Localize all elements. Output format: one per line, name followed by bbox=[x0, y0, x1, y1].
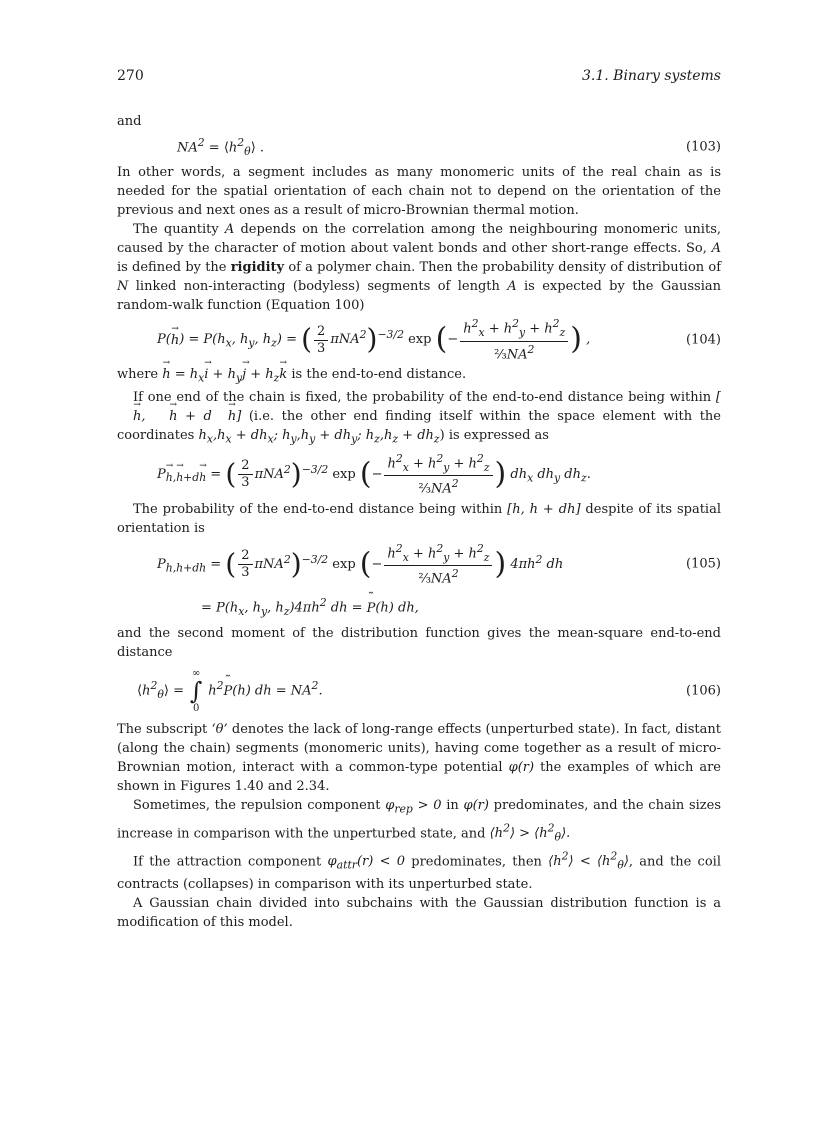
equation-105-number: (105) bbox=[686, 556, 721, 572]
equation-105-continued-body: = $P(h_x$, $h_y$, $h_z)4\pi h^2$ dh = ˜ P(h) dh, bbox=[117, 593, 721, 621]
paragraph-attraction: If the attraction component $\varphi_{attr}(r) < 0$ predominates, then $⟨h^2⟩$ < $⟨h^2_\theta⟩$, and the coil contracts (collapses) in comparison with its unperturbed state. bbox=[117, 849, 721, 892]
equation-105-continued bbox=[117, 590, 721, 624]
equation-106-number: (106) bbox=[686, 683, 721, 699]
equation-105 bbox=[117, 538, 721, 590]
main-text bbox=[117, 112, 721, 932]
equation-103 bbox=[117, 131, 721, 163]
paragraph-spatial: The probability of the end-to-end distance being within [h, h + dh] despite of its spatial orientation is bbox=[117, 502, 721, 537]
section-title: 3.1. Binary systems bbox=[582, 68, 721, 84]
equation-104-number: (104) bbox=[686, 332, 721, 348]
integral-sign: ∞ ∫ 0 bbox=[189, 668, 203, 715]
equation-106 bbox=[117, 662, 721, 720]
paragraph-and: and bbox=[117, 114, 142, 129]
running-header bbox=[117, 68, 721, 88]
paragraph-repulsion: Sometimes, the repulsion component $\varphi_{rep} > 0$ in φ(r) predominates, and the chain sizes increase in comparison with the unperturbed state, and $⟨h^2⟩$ > $⟨h^2_\theta⟩$. bbox=[117, 798, 721, 844]
paragraph-gaussian-subchains: A Gaussian chain divided into subchains with the Gaussian distribution function is a modification of this model. bbox=[117, 895, 721, 930]
paragraph-second-moment: and the second moment of the distribution function gives the mean-square end-to-end distance bbox=[117, 626, 721, 661]
paragraph-rigidity: The quantity A depends on the correlation among the neighbouring monomeric units, caused by the character of motion about valent bonds and other short-range effects. So, A is defined by the rigidity of a polymer chain. Then the probability density of distribution of N linked non-interacting (bodyless) segments of length A is expected by the Gaussian random-walk function (Equation 100) bbox=[117, 222, 722, 313]
paragraph-segment: In other words, a segment includes as many monomeric units of the real chain as is needed for the spatial orientation of each chain not to depend on the orientation of the previous and next ones as a result of micro-Brownian thermal motion. bbox=[117, 165, 721, 218]
equation-unnumbered-body: P→ $_{h,\to h+d\to h}$ = ( $\frac{2}{3}$ πNA$^2$)$^{-3/2}$ exp (− $\frac{h^2_x + h^2_y + h^2_z}{\frac{2}{3}NA^2}$ ) $dh_x$ $dh_y$ $dh_z$. bbox=[117, 451, 721, 498]
equation-103-number: (103) bbox=[686, 139, 721, 155]
equation-104-body: $P(\to h) = P(h_x$, $h_y$, $h_z$) = ( $\frac{2}{3}$ πNA$^2$)$^{-3/2}$ exp (− $\frac{h^2_x + h^2_y + h^2_z}{\frac{2}{3}NA^2}$ ) , bbox=[117, 316, 721, 363]
equation-unnumbered bbox=[117, 448, 721, 500]
equation-106-body: $⟨h^2_\theta⟩$ = ∞ ∫ 0 $h^2˜$ P(h) dh = $NA^2$. bbox=[117, 668, 721, 714]
equation-103-body: $NA^2$ = $⟨h^2_\theta⟩$ . bbox=[177, 136, 265, 158]
page-number: 270 bbox=[117, 68, 144, 84]
equation-105-body: $P_{h,h+dh}$ = ( $\frac{2}{3}$ πNA$^2$)$^{-3/2}$ exp (− $\frac{h^2_x + h^2_y + h^2_z}{\frac{2}{3}NA^2}$ ) $4\pi h^2$ dh bbox=[157, 541, 564, 587]
paragraph-where: where → $h = h_x\to i + h_y\to j + h_z\to k$ is the end-to-end distance. bbox=[117, 365, 721, 388]
paragraph-subscript: The subscript ‘θ’ denotes the lack of long-range effects (unperturbed state). In fact, distant (along the chain) segments (monomeric units), having come together as a result of micro-Brownian motion, interact with a common-type potential φ(r) the examples of which are shown in Figures 1.40 and 2.34. bbox=[117, 722, 721, 795]
rigidity-term: rigidity bbox=[230, 260, 285, 275]
paragraph-fixed-end: If one end of the chain is fixed, the probability of the end-to-end distance being within [→ h, → h + d→ h] (i.e. the other end finding itself within the space element with the coordinates $h_x,h_x + dh_x$; $h_y,h_y + dh_y$; $h_z,h_z + dh_z$) is expressed as bbox=[117, 388, 721, 449]
